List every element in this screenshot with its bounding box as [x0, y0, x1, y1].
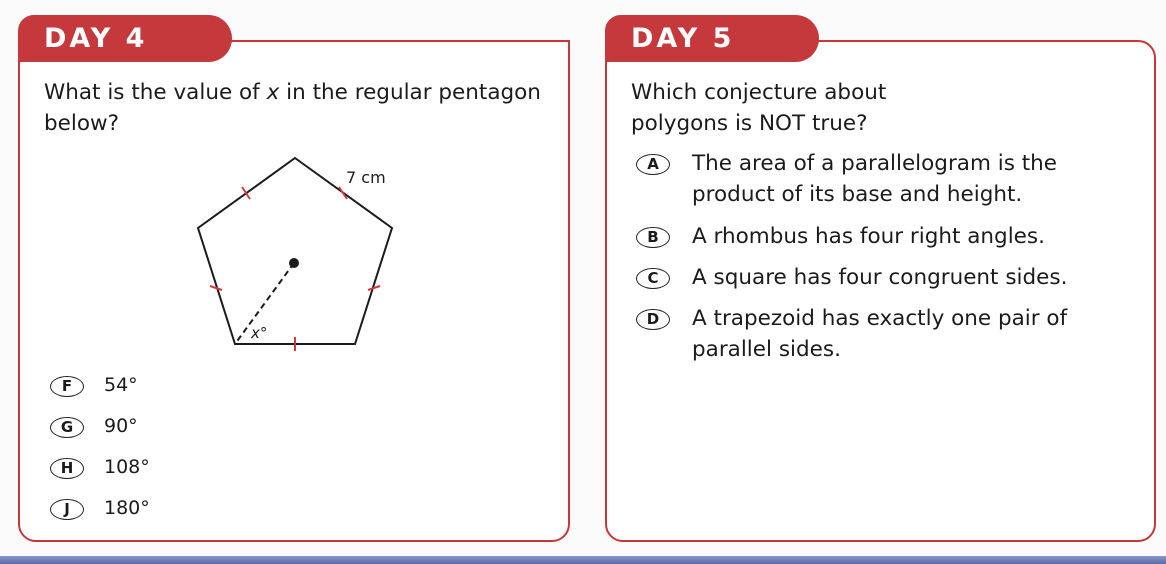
answer-bubble-j[interactable]: J	[50, 499, 84, 520]
day5-choice-d[interactable]	[636, 303, 1067, 365]
day5-choice-c-text: A square has four congruent sides.	[692, 265, 1068, 290]
answer-bubble-g[interactable]: G	[50, 417, 84, 438]
day5-choice-d-text	[692, 303, 1067, 365]
day4-choice-h[interactable]	[50, 452, 150, 483]
day5-choice-a[interactable]	[636, 148, 1057, 210]
day5-choice-d-line1: A trapezoid has exactly one pair of	[692, 306, 1068, 331]
day4-question-var: x	[266, 80, 280, 105]
tick-mark	[242, 187, 250, 199]
tick-mark	[339, 187, 347, 199]
day5-question-line2: polygons is NOT true?	[631, 111, 868, 136]
day5-choice-d-line2: parallel sides.	[692, 337, 841, 362]
day5-choice-b[interactable]	[636, 221, 1045, 252]
day5-choice-a-text	[692, 148, 1057, 210]
angle-label: x°	[251, 324, 268, 342]
day4-choice-j-text: 180°	[104, 497, 150, 519]
day5-choice-a-line2: product of its base and height.	[692, 182, 1023, 207]
day4-question-pre: What is the value of	[44, 80, 267, 105]
answer-bubble-f[interactable]: F	[50, 376, 84, 397]
day4-choice-h-text: 108°	[104, 456, 150, 478]
day5-tab: DAY 5	[605, 15, 819, 62]
day5-question-line1: Which conjecture about	[631, 80, 887, 105]
day5-choice-c[interactable]	[636, 262, 1067, 293]
day5-choice-a-line1: The area of a parallelogram is the	[692, 151, 1058, 176]
day4-tab: DAY 4	[18, 15, 232, 62]
day4-choice-f-text: 54°	[104, 374, 138, 396]
day4-question	[44, 77, 544, 139]
bottom-bar	[0, 556, 1166, 564]
day4-choice-f[interactable]	[50, 370, 138, 401]
answer-bubble-h[interactable]: H	[50, 458, 84, 479]
answer-bubble-c[interactable]: C	[636, 268, 670, 289]
pentagon-diagram	[180, 150, 420, 355]
answer-bubble-d[interactable]: D	[636, 309, 670, 330]
day4-question-post: in the regular pentagon below?	[44, 80, 541, 136]
day4-choice-j[interactable]	[50, 493, 150, 524]
day5-question	[631, 77, 1131, 139]
day4-choice-g-text: 90°	[104, 415, 138, 437]
answer-bubble-b[interactable]: B	[636, 227, 670, 248]
answer-bubble-a[interactable]: A	[636, 154, 670, 175]
day4-choice-g[interactable]	[50, 411, 138, 442]
day5-choice-b-text: A rhombus has four right angles.	[692, 224, 1045, 249]
side-label: 7 cm	[346, 168, 386, 187]
